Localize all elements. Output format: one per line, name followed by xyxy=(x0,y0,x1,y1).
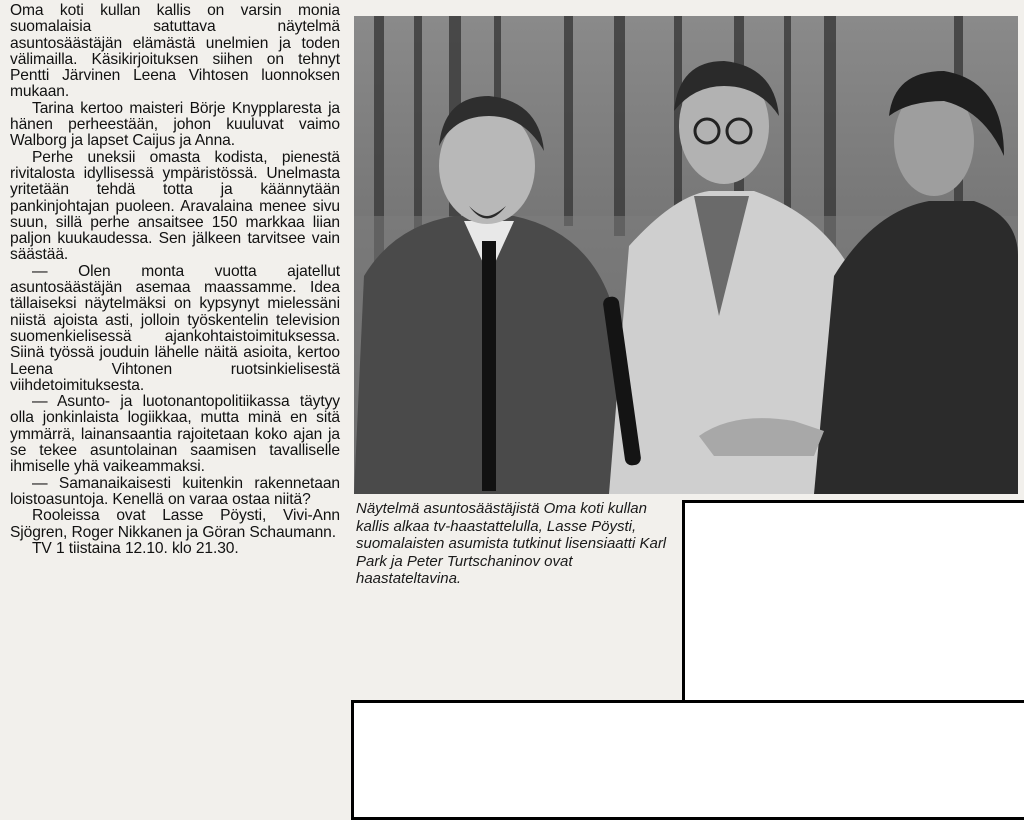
article-body xyxy=(10,3,340,557)
photo-illustration xyxy=(354,16,1018,494)
photo-caption: Näytelmä asuntosäästäjistä Oma koti kullan kallis alkaa tv-haastattelulla, Lasse Pöysti, suomalaisten asumista tutkinut lisensiaatti Karl Park ja Peter Turtschaninov ovat haastateltavina. xyxy=(356,500,667,587)
paragraph-4: — Olen monta vuotta ajatellut asuntosäästäjän asemaa maassamme. Idea tällaiseksi näytelmäksi on kypsynyt mielessäni niistä ajoista asti, jolloin työskentelin television suomenkielisessä ajankohtaistoimituksessa. Siinä työssä jouduin lähelle näitä asioita, kertoo Leena Vihtonen ruotsinkielisestä viihdetoimituksesta. xyxy=(10,262,340,394)
paragraph-7: Rooleissa ovat Lasse Pöysti, Vivi-Ann Sjögren, Roger Nikkanen ja Göran Schaumann. xyxy=(10,507,340,541)
news-photo xyxy=(354,16,1018,494)
paragraph-5: — Asunto- ja luotonantopolitiikassa täytyy olla jonkinlaista logiikkaa, mutta minä en sitä ymmärrä, lainansaantia rajoitetaan koko ajan ja se tekee asuntolainan saamisen tavalliselle ihmiselle yhä vaikeammaksi. xyxy=(10,393,340,476)
paragraph-2: Tarina kertoo maisteri Börje Knypplaresta ja hänen perheestään, johon kuuluvat vaimo Walborg ja lapset Caijus ja Anna. xyxy=(10,99,340,150)
paragraph-3: Perhe uneksii omasta kodista, pienestä rivitalosta idyllisessä ympäristössä. Unelmasta yritetään tehdä totta ja käännytään pankinjohtajan puoleen. Aravalaina menee sivu suun, sillä perhe ansaitsee 150 markkaa liian paljon kuukaudessa. Sen jälkeen tarvitsee vain säästää. xyxy=(10,148,340,264)
blank-panel-top xyxy=(682,500,1024,710)
broadcast-time: TV 1 tiistaina 12.10. klo 21.30. xyxy=(32,539,239,557)
paragraph-1: Oma koti kullan kallis on varsin monia suomalaisia satuttava näytelmä asuntosäästäjän elämästä unelmien ja toden välimailla. Käsikirjoituksen siihen on tehnyt Pentti Järvinen Leena Vihtosen luonnoksen mukaan. xyxy=(10,2,340,101)
blank-panel-bottom xyxy=(351,700,1024,820)
paragraph-6: — Samanaikaisesti kuitenkin rakennetaan loistoasuntoja. Kenellä on varaa ostaa niitä? xyxy=(10,474,340,508)
